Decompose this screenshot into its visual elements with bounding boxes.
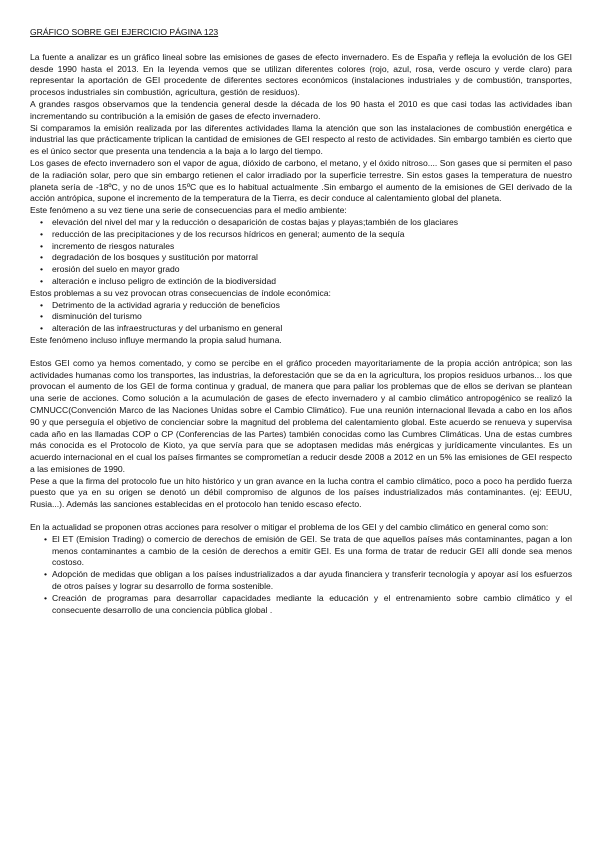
list-item: • incremento de riesgos naturales [52,241,572,253]
list-item: • degradación de los bosques y sustitución por matorral [52,252,572,264]
paragraph-causes-2: Pese a que la firma del protocolo fue un hito histórico y un gran avance en la lucha contra el cambio climático, poco a poco ha perdido fuerza puesto que ya en su origen se denotó un débil compromiso de algunos de los países industrializados más contaminantes. (ej: EEUU, Rusia...). Además las sanciones establecidas en el protocolo han tenido escaso efecto. [30,475,572,510]
action-item: • Adopción de medidas que obligan a los países industrializados a dar ayuda financiera y transferir tecnología y apoyar así los esfuerzos de otros países y lograr su desarrollo de forma sostenible. [30,569,572,593]
list-item: • alteración de las infraestructuras y del urbanismo en general [52,323,572,335]
list-item: • alteración e incluso peligro de extinción de la biodiversidad [52,276,572,288]
action-item: • Creación de programas para desarrollar capacidades mediante la educación y el entrenamiento sobre cambio climático y el consecuente desarrollo de una conciencia pública global . [30,593,572,617]
paragraph-intro-1: La fuente a analizar es un gráfico lineal sobre las emisiones de gases de efecto invernadero. Es de España y refleja la evolución de los GEI desde 1990 hasta el 2013. En la leyenda vemos que se utilizan diferentes colores (rojo, azul, rosa, verde oscuro y verde claro) para representar la aportación de GEI procedente de diferentes sectores económicos (instalaciones industriales y de combustión, transportes, procesos industriales sin combustión, agricultura, gestión de residuos). [30,51,572,98]
list-item: • reducción de las precipitaciones y de los recursos hídricos en general; aumento de la sequía [52,229,572,241]
list-item: • Detrimento de la actividad agraria y reducción de beneficios [52,300,572,312]
env-consequences-list [30,217,572,288]
spacer [30,511,572,522]
actions-intro: En la actualidad se proponen otras acciones para resolver o mitigar el problema de los GEI y del cambio climático en general como son: [30,522,549,533]
list-item: • disminución del turismo [52,311,572,323]
env-consequences-intro: Este fenómeno a su vez tiene una serie de consecuencias para el medio ambiente: [30,205,347,216]
list-item: • erosión del suelo en mayor grado [52,264,572,276]
paragraph-intro-3: Si comparamos la emisión realizada por las diferentes actividades llama la atención que son las instalaciones de combustión energética e industrial las que prácticamente triplican la cantidad de emisiones de GEI respecto al resto de actividades. Sin embargo también es cierto que es el único sector que presenta una tendencia a la baja a lo largo del tiempo. [30,122,572,157]
econ-consequences-intro: Estos problemas a su vez provocan otras consecuencias de índole económica: [30,287,331,298]
health-line: Este fenómeno incluso influye mermando la propia salud humana. [30,334,282,345]
paragraph-intro-4: Los gases de efecto invernadero son el vapor de agua, dióxido de carbono, el metano, y el óxido nitroso.... Son gases que si permiten el paso de la radiación solar, pero que sin embargo retienen el calor irradiado por la superficie terrestre. Sin estos gases la temperatura de nuestro planeta sería de -18ºC, y no de unos 15ºC que es lo habitual actualmente .Sin embargo el aumento de la emisiones de GEI derivado de la acción antrópica, supone el incremento de la temperatura de la Tierra, es decir conduce al calentamiento global del planeta. [30,157,572,204]
spacer [30,347,572,358]
list-item: • elevación del nivel del mar y la reducción o desaparición de costas bajas y playas;también de los glaciares [52,217,572,229]
econ-consequences-list [30,300,572,335]
action-item: • El ET (Emision Trading) o comercio de derechos de emisión de GEI. Se trata de que aquellos países más contaminantes, pagan a lon menos contaminantes a cambio de la cesión de derechos a emitir GEI. Es una forma de tratar de reducir GEI allí donde sea menos costoso. [30,534,572,569]
paragraph-intro-2: A grandes rasgos observamos que la tendencia general desde la década de los 90 hasta el 2010 es que casi todas las actividades iban incrementando su contribución a la emisión de gases de efecto invernadero. [30,98,572,121]
page-title: GRÁFICO SOBRE GEI EJERCICIO PÁGINA 123 [30,27,219,37]
paragraph-causes-1: Estos GEI como ya hemos comentado, y como se percibe en el gráfico proceden mayoritariamente de la propia acción antrópica; son las actividades humanas como los transportes, las industrias, la deforestación que se da en la agricultura, los propios residuos urbanos... los que provocan el aumento de los GEI de forma continua y gradual, de manera que para paliar los problemas que de ellos se derivan se plantean una serie de acciones. Como solución a la acumulación de gases de efecto invernadero y al cambio climático antropogénico se realizó la CMNUCC(Convención Marco de las Naciones Unidas sobre el Cambio Climático). Fue una reunión internacional llevada a cabo en los años 90 y que perseguía el objetivo de concienciar sobre la magnitud del problema del calentamiento global. Este acuerdo se renueva y supervisa cada año en las llamadas COP o CP (Conferencias de las Partes) también conocidas como las Cumbres Climáticas. Una de estas cumbres más conocida es el Protocolo de Kioto, ya que servía para que se adoptasen medidas más enérgicas y jurídicamente vinculantes. Es un acuerdo internacional en el cual los países firmantes se comprometían a reducir desde 2008 a 2012 en un 5% las emisiones de GEI respecto a las emisiones de 1990. [30,357,572,474]
